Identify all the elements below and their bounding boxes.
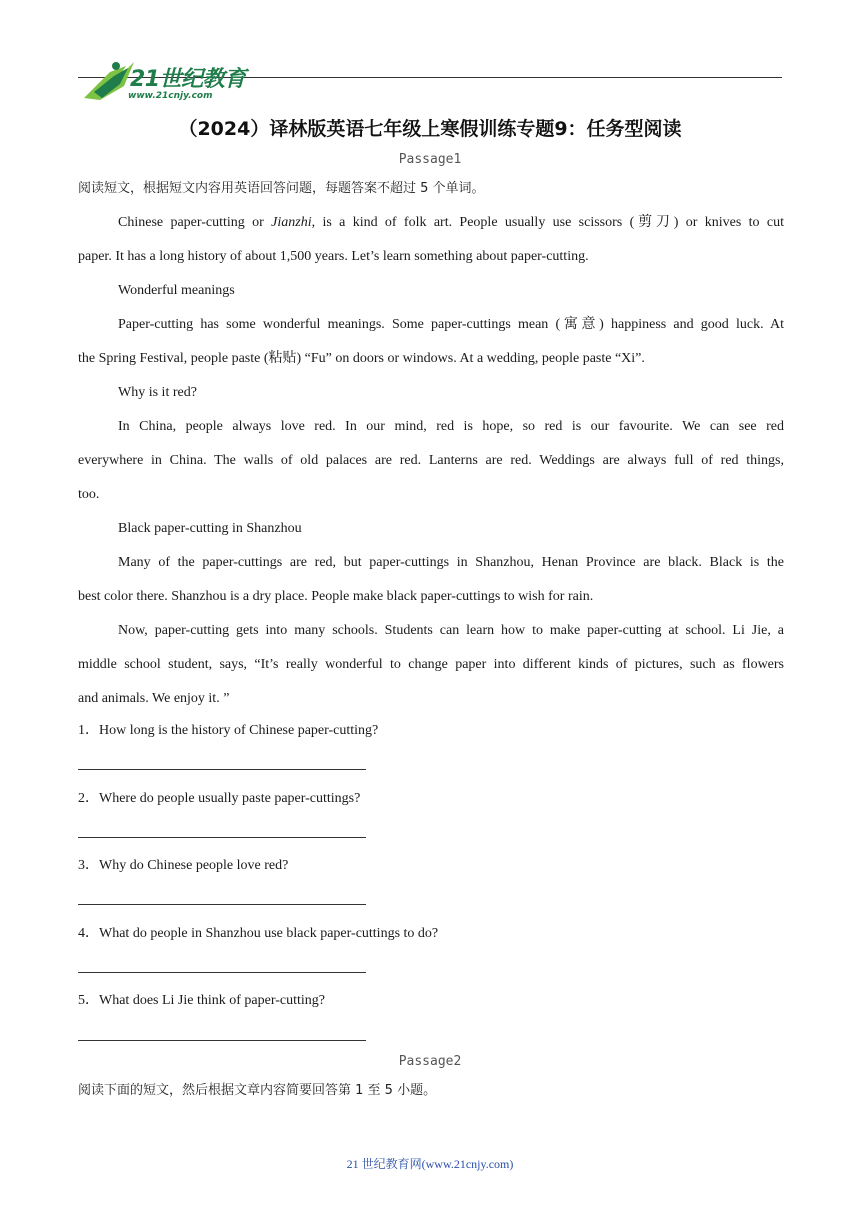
page-title: （2024）译林版英语七年级上寒假训练专题9：任务型阅读	[178, 118, 682, 140]
logo-text: 21世纪教育	[130, 67, 246, 92]
passage2-instruction: 阅读下面的短文，然后根据文章内容简要回答第 1 至 5 小题。	[78, 1083, 437, 1098]
question-2: 2．Where do people usually paste paper-cuttings?	[78, 791, 361, 806]
paragraph-2-line-2: the Spring Festival, people paste (粘贴) “Fu” on doors or windows. At a wedding, people paste “Xi”.	[78, 351, 645, 366]
paragraph-3-line-3: too.	[78, 487, 100, 502]
paragraph-4-line-1: Many of the paper-cuttings are red, but paper-cuttings in Shanzhou, Henan Province are black. Black is the	[118, 555, 784, 570]
paragraph-2-line-1: Paper-cutting has some wonderful meanings. Some paper-cuttings mean (寓意) happiness and good luck. At	[118, 317, 784, 332]
heading-black-paper-cutting: Black paper-cutting in Shanzhou	[118, 521, 302, 536]
paragraph-5-line-1: Now, paper-cutting gets into many schools. Students can learn how to make paper-cutting at school. Li Jie, a	[118, 623, 784, 638]
passage2-label: Passage2	[398, 1054, 462, 1069]
paragraph-1-line-1: Chinese paper-cutting or Jianzhi, is a kind of folk art. People usually use scissors (剪刀) or knives to cut	[118, 215, 785, 230]
heading-why-red: Why is it red?	[118, 385, 197, 400]
answer-line-1[interactable]	[78, 769, 366, 770]
answer-line-2[interactable]	[78, 837, 366, 838]
page-footer: 21 世纪教育网(www.21cnjy.com)	[346, 1157, 514, 1171]
question-5: 5．What does Li Jie think of paper-cutting?	[78, 993, 325, 1008]
answer-line-4[interactable]	[78, 972, 366, 973]
question-4: 4．What do people in Shanzhou use black paper-cuttings to do?	[78, 926, 439, 941]
paragraph-3-line-1: In China, people always love red. In our mind, red is hope, so red is our favourite. We can see red	[118, 419, 784, 434]
answer-line-5[interactable]	[78, 1040, 366, 1041]
question-3: 3．Why do Chinese people love red?	[78, 858, 289, 873]
passage1-label: Passage1	[398, 152, 462, 167]
paragraph-1-line-2: paper. It has a long history of about 1,500 years. Let’s learn something about paper-cutting.	[78, 249, 589, 264]
paragraph-5-line-2: middle school student, says, “It’s really wonderful to change paper into different kinds of pictures, such as flowers	[78, 657, 784, 672]
answer-line-3[interactable]	[78, 904, 366, 905]
passage1-instruction: 阅读短文，根据短文内容用英语回答问题，每题答案不超过 5 个单词。	[78, 181, 485, 196]
paragraph-5-line-3: and animals. We enjoy it. ”	[78, 691, 230, 706]
question-1: 1．How long is the history of Chinese paper-cutting?	[78, 723, 379, 738]
heading-wonderful-meanings: Wonderful meanings	[118, 283, 235, 298]
paragraph-3-line-2: everywhere in China. The walls of old palaces are red. Lanterns are red. Weddings are always full of red things,	[78, 453, 784, 468]
logo-url: www.21cnjy.com	[128, 91, 213, 101]
paragraph-4-line-2: best color there. Shanzhou is a dry place. People make black paper-cuttings to wish for rain.	[78, 589, 594, 604]
